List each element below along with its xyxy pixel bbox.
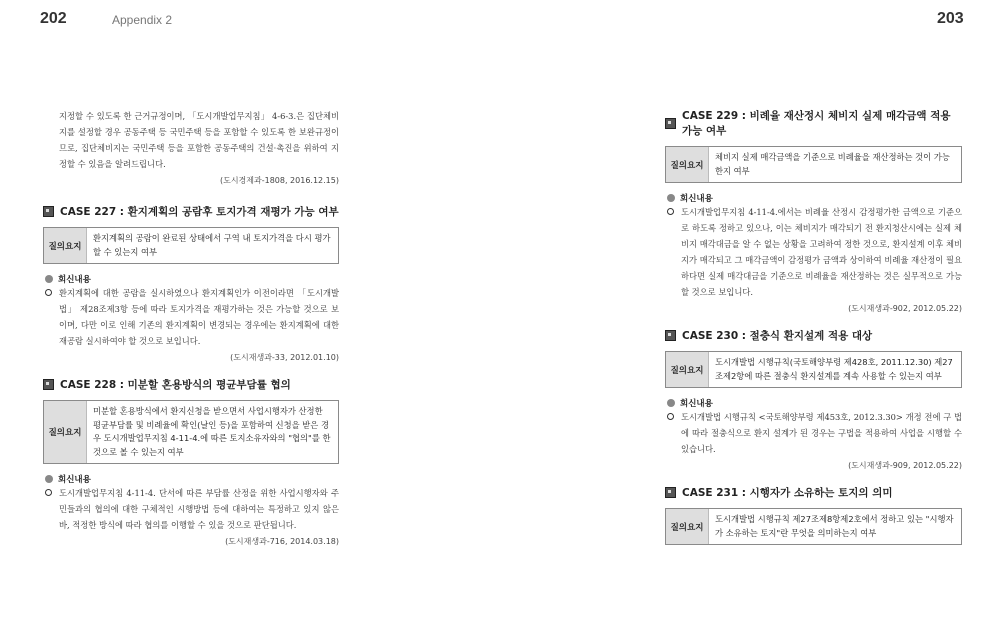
reply-dot-icon xyxy=(667,399,675,407)
case-square-icon xyxy=(665,330,676,341)
reply-heading: 회신내용 xyxy=(680,194,713,204)
ring-bullet-icon xyxy=(667,413,674,420)
case-229-answer: 도시개발업무지침 4-11-4.에서는 비례율 산정시 감정평가한 금액으로 기준으로 하도록 정하고 있으나, 이는 체비지가 매각되기 전 환지청산시에는 실제 체비지 매각대금을 알 수 없는 상황을 고려하여 정한 것으로, 환지설계 이후 체비지가 매각되고 그 매각금액이 감정평가 금액과 상이하여 비례율 재산정이 필요하다면 실제 매각대금을 기준으로 비례율을 재산정하는 것은 실무적으로 가능할 것으로 보입니다. xyxy=(681,207,962,297)
case-229-title: CASE 229 : 비례율 재산정시 체비지 실제 매각금액 적용 가능 여부 xyxy=(682,110,951,137)
case-229-question: 체비지 실제 매각금액을 기준으로 비례율을 재산정하는 것이 가능한지 여부 xyxy=(715,152,950,176)
question-label: 질의요지 xyxy=(44,228,87,263)
case-227-reply-heading xyxy=(43,273,339,285)
case-228-answer: 도시개발업무지침 4-11-4. 단서에 따른 부담률 산정을 위한 사업시행자와 주민들과의 협의에 대한 구체적인 시행방법 등에 대하여는 특정하고 있지 않은 바, 적정한 방식에 따라 협의를 이행할 수 있을 것으로 판단됩니다. xyxy=(59,488,339,530)
left-page xyxy=(43,100,339,547)
case-227-answer: 환지계획에 대한 공람을 실시하였으나 환지계획인가 이전이라면 「도시개발법」 제28조제3항 등에 따라 토지가격을 재평가하는 것은 가능할 것으로 보이며, 다만 이로 인해 기존의 환지계획이 변경되는 경우에는 환지계획에 대한 재공람 실시하여야 할 것으로 보입니다. xyxy=(59,288,339,346)
case-228-citation: (도시재생과-716, 2014.03.18) xyxy=(225,537,339,546)
reply-dot-icon xyxy=(667,194,675,202)
reply-dot-icon xyxy=(45,275,53,283)
case-square-icon xyxy=(43,206,54,217)
left-page-number: 202 xyxy=(40,10,67,27)
ring-bullet-icon xyxy=(667,208,674,215)
case-231-question: 도시개발법 시행규칙 제27조제8항제2호에서 정하고 있는 "시행자가 소유하는 토지"란 무엇을 의미하는지 여부 xyxy=(715,514,954,538)
question-label: 질의요지 xyxy=(666,147,709,182)
right-page-number: 203 xyxy=(937,10,964,27)
case-230-title: CASE 230 : 절충식 환지설계 적용 대상 xyxy=(682,330,873,342)
intro-paragraph: 지정할 수 있도록 한 근거규정이며, 「도시개발업무지침」 4-6-3.은 집단체비지를 설정할 경우 공동주택 등 국민주택 등을 포함할 수 있도록 한 보완규정이므로, 집단체비지는 국민주택 등을 포함한 공동주택의 건설·촉진을 위하여 지정할 수 있음을 알려드립니다. xyxy=(59,111,339,169)
case-229-reply-heading xyxy=(665,192,962,204)
case-227-citation: (도시재생과-33, 2012.01.10) xyxy=(230,353,339,362)
case-230-question: 도시개발법 시행규칙(국토해양부령 제428호, 2011.12.30) 제27조제2항에 따른 절충식 환지설계를 계속 사용할 수 있는지 여부 xyxy=(715,357,953,381)
case-228-reply-heading xyxy=(43,473,339,485)
case-228-heading xyxy=(43,377,339,392)
ring-bullet-icon xyxy=(45,489,52,496)
running-head: Appendix 2 xyxy=(112,13,173,27)
reply-dot-icon xyxy=(45,475,53,483)
case-227-title: CASE 227 : 환지계획의 공람후 토지가격 재평가 가능 여부 xyxy=(60,206,339,218)
case-227-question: 환지계획의 공람이 완료된 상태에서 구역 내 토지가격을 다시 평가 할 수 있는지 여부 xyxy=(93,233,331,257)
case-229-question-box xyxy=(665,146,962,183)
case-228-question-box xyxy=(43,400,339,464)
reply-heading: 회신내용 xyxy=(58,475,91,485)
case-231-question-box xyxy=(665,508,962,545)
case-230-citation: (도시재생과-909, 2012.05.22) xyxy=(848,461,962,470)
case-230-question-box xyxy=(665,351,962,388)
case-230-answer-block xyxy=(665,409,962,457)
case-231-title: CASE 231 : 시행자가 소유하는 토지의 의미 xyxy=(682,487,893,499)
case-227-heading xyxy=(43,204,339,219)
case-229-heading xyxy=(665,108,962,138)
case-230-answer: 도시개발법 시행규칙 <국토해양부령 제453호, 2012.3.30> 개정 전에 구 법에 따라 절충식으로 환지 설계가 된 경우는 구법을 적용하여 사업을 시행할 수 있습니다. xyxy=(681,412,962,454)
case-230-reply-heading xyxy=(665,397,962,409)
right-page xyxy=(665,108,962,545)
case-228-answer-block xyxy=(43,485,339,533)
question-label: 질의요지 xyxy=(666,509,709,544)
case-227-answer-block xyxy=(43,285,339,349)
question-label: 질의요지 xyxy=(666,352,709,387)
reply-heading: 회신내용 xyxy=(58,275,91,285)
case-231-heading xyxy=(665,485,962,500)
case-square-icon xyxy=(43,379,54,390)
case-square-icon xyxy=(665,487,676,498)
case-230-heading xyxy=(665,328,962,343)
case-227-question-box xyxy=(43,227,339,264)
case-229-citation: (도시재생과-902, 2012.05.22) xyxy=(848,304,962,313)
case-square-icon xyxy=(665,118,676,129)
case-228-question: 미분할 혼용방식에서 환지신청을 받으면서 사업시행자가 산정한 평균부담률 및 비례율에 확인(날인 등)을 포함하여 신청을 받은 경우 도시개발업무지침 4-11-4.에 따른 토지소유자와의 "협의"를 한 것으로 볼 수 있는지 여부 xyxy=(93,406,331,457)
case-228-title: CASE 228 : 미분할 혼용방식의 평균부담률 협의 xyxy=(60,379,291,391)
reply-heading: 회신내용 xyxy=(680,399,713,409)
intro-citation: (도시경제과-1808, 2016.12.15) xyxy=(219,176,339,185)
question-label: 질의요지 xyxy=(44,401,87,463)
case-229-answer-block xyxy=(665,204,962,300)
ring-bullet-icon xyxy=(45,289,52,296)
